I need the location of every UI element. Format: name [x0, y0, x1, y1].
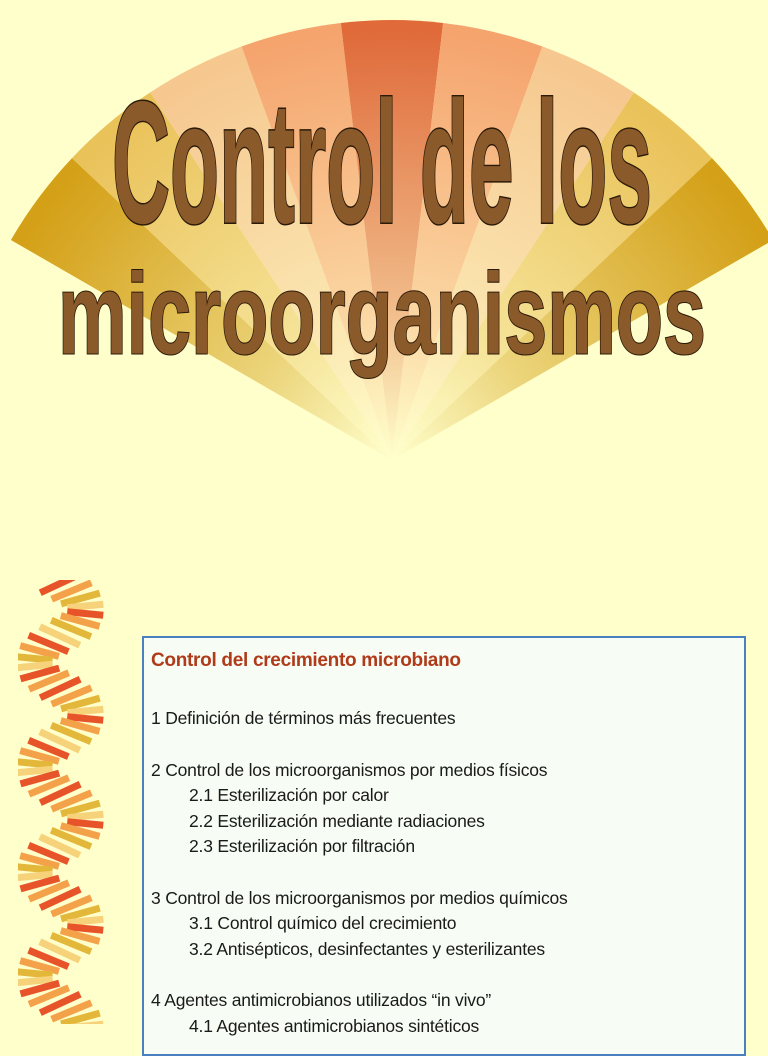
list-item: 3.2 Antisépticos, desinfectantes y esterilizantes [189, 939, 545, 959]
page-title [0, 0, 768, 420]
list-item: 3.1 Control químico del crecimiento [189, 913, 457, 933]
list-item: 4 Agentes antimicrobianos utilizados “in vivo” [151, 990, 492, 1010]
list-item: 2 Control de los microorganismos por medios físicos [151, 760, 548, 780]
list-item: 1 Definición de términos más frecuentes [151, 708, 456, 728]
list-item: 2.3 Esterilización por filtración [189, 836, 415, 856]
list-item: 2.1 Esterilización por calor [189, 785, 389, 805]
content-box [142, 636, 746, 1056]
list-item: 2.2 Esterilización mediante radiaciones [189, 811, 485, 831]
title-line-2: microorganismos [57, 249, 706, 379]
list-item: 4.1 Agentes antimicrobianos sintéticos [189, 1016, 480, 1036]
title-line-1: Control de los [112, 65, 653, 260]
helix-ribbon-graphic [18, 580, 108, 1024]
list-item: 3 Control de los microorganismos por medios químicos [151, 888, 568, 908]
content-heading: Control del crecimiento microbiano [151, 650, 461, 671]
